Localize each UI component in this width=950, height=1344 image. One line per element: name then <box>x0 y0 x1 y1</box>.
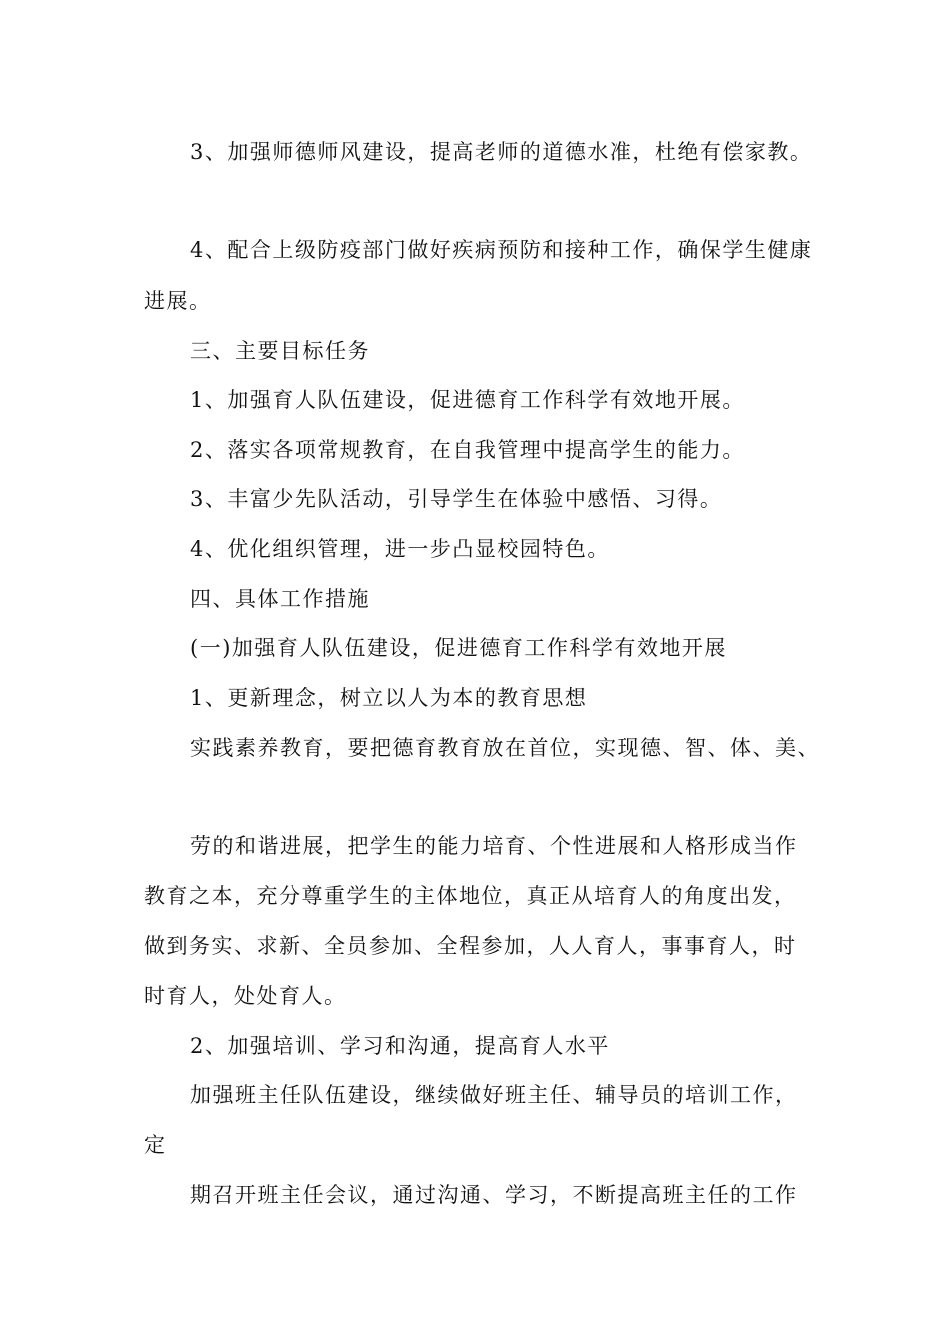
paragraph-line: 劳的和谐进展，把学生的能力培育、个性进展和人格形成当作 <box>190 834 798 858</box>
list-item: 2、落实各项常规教育，在自我管理中提高学生的能力。 <box>190 438 745 462</box>
list-item: 4、优化组织管理，进一步凸显校园特色。 <box>190 537 610 561</box>
paragraph-line: 教育之本，充分尊重学生的主体地位，真正从培育人的角度出发， <box>144 884 797 908</box>
list-item: 1、加强育人队伍建设，促进德育工作科学有效地开展。 <box>190 388 745 412</box>
paragraph-line: 定 <box>144 1133 167 1157</box>
section-heading: 三、主要目标任务 <box>190 339 370 363</box>
list-item: 1、更新理念，树立以人为本的教育思想 <box>190 686 588 710</box>
section-heading: 四、具体工作措施 <box>190 587 370 611</box>
paragraph-line: 加强班主任队伍建设，继续做好班主任、辅导员的培训工作， <box>190 1083 798 1107</box>
paragraph-line: 3、加强师德师风建设，提高老师的道德水准，杜绝有偿家教。 <box>190 140 813 164</box>
subsection-heading: (一)加强育人队伍建设，促进德育工作科学有效地开展 <box>190 636 727 660</box>
paragraph-line: 时育人，处处育人。 <box>144 984 347 1008</box>
paragraph-line: 期召开班主任会议，通过沟通、学习，不断提高班主任的工作 <box>190 1183 798 1207</box>
paragraph-line: 进展。 <box>144 289 212 313</box>
paragraph-line: 实践素养教育，要把德育教育放在首位，实现德、智、体、美、 <box>190 736 820 760</box>
list-item: 3、丰富少先队活动，引导学生在体验中感悟、习得。 <box>190 487 723 511</box>
paragraph-line: 4、配合上级防疫部门做好疾病预防和接种工作，确保学生健康 <box>190 238 813 262</box>
paragraph-line: 做到务实、求新、全员参加、全程参加，人人育人，事事育人，时 <box>144 934 797 958</box>
list-item: 2、加强培训、学习和沟通，提高育人水平 <box>190 1034 610 1058</box>
